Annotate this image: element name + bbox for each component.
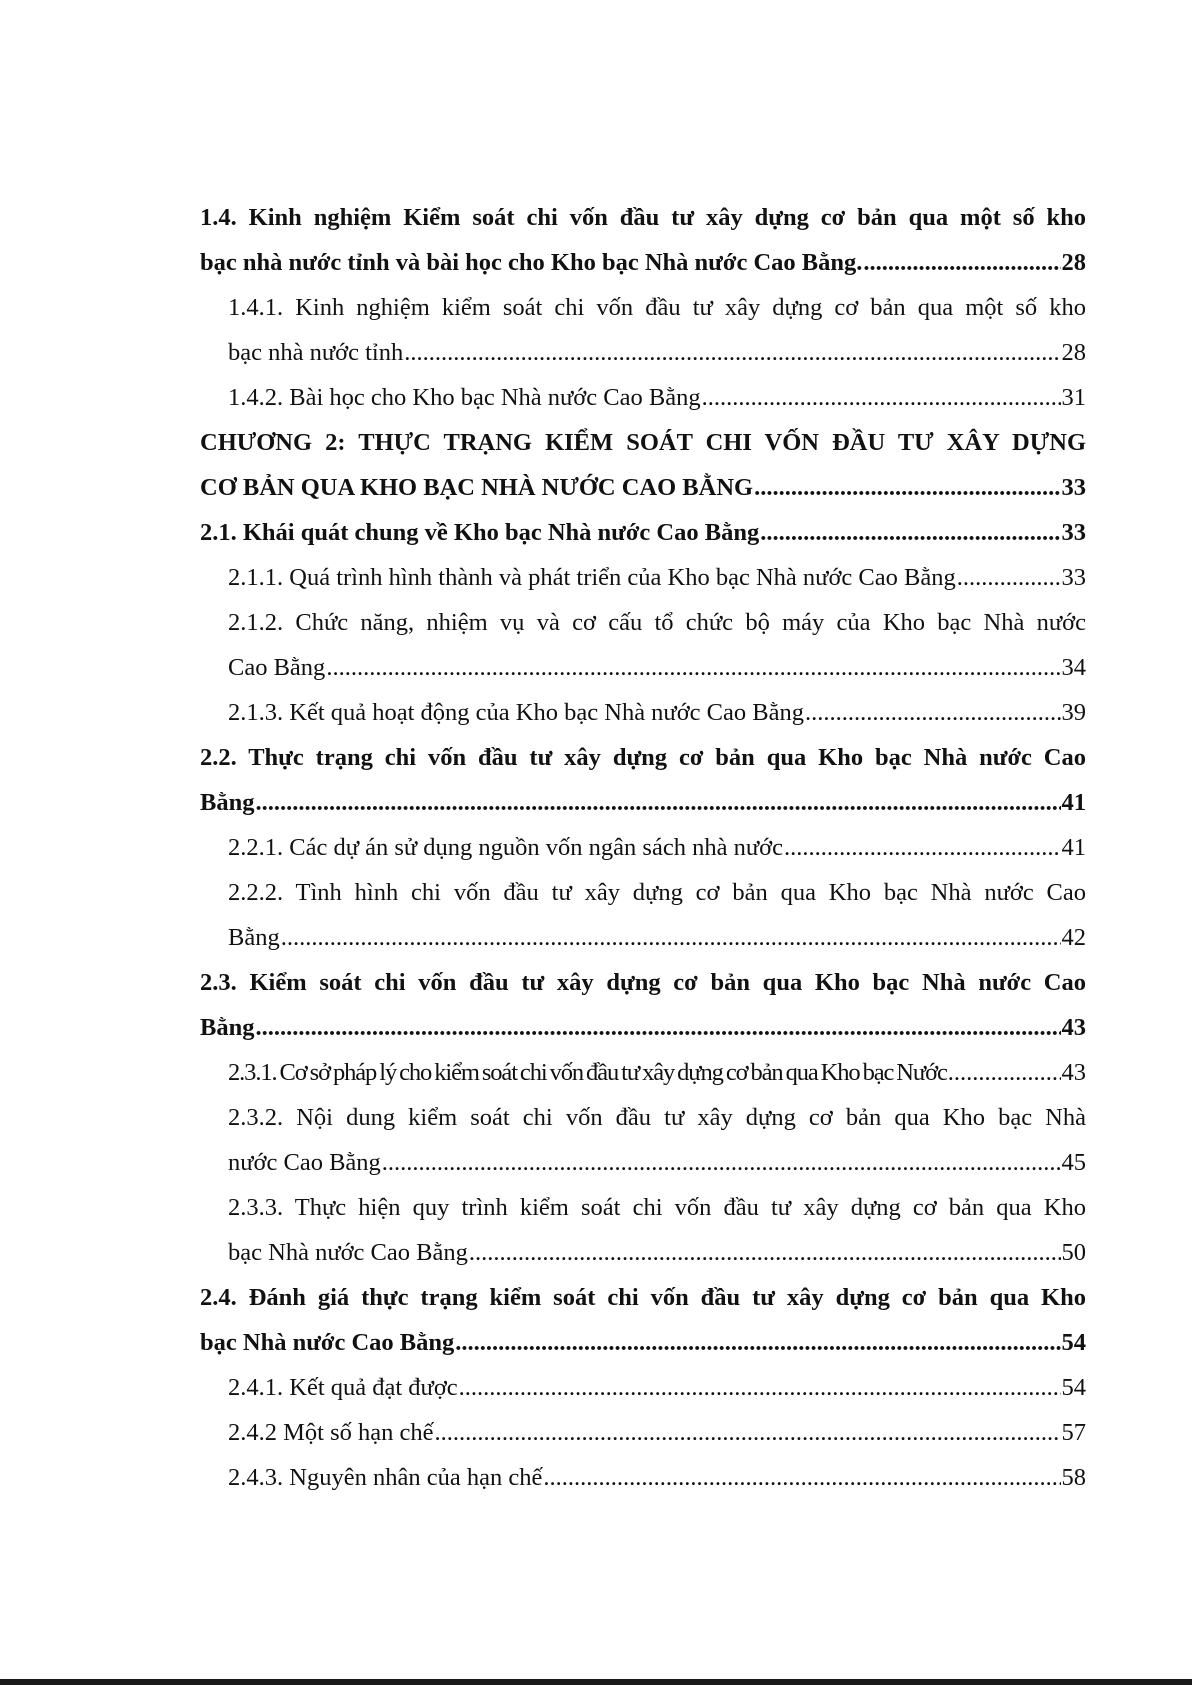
toc-entry-first-line: 2.3.3. Thực hiện quy trình kiểm soát chi vốn đầu tư xây dựng cơ bản qua Kho bbox=[228, 1194, 1086, 1221]
toc-entry-leader-line bbox=[228, 1365, 1086, 1410]
dot-leader bbox=[455, 1320, 1060, 1365]
dot-leader bbox=[863, 240, 1060, 285]
dot-leader bbox=[805, 690, 1061, 735]
toc-entry-sub[interactable] bbox=[200, 870, 1086, 960]
toc-page-number: 54 bbox=[1061, 1374, 1086, 1401]
toc-entry-sub[interactable] bbox=[200, 1095, 1086, 1185]
toc-entry-sub-condensed[interactable] bbox=[200, 1050, 1086, 1095]
toc-entry-section[interactable] bbox=[200, 1275, 1086, 1365]
toc-entry-leader-line bbox=[200, 240, 1086, 285]
dot-leader bbox=[784, 825, 1061, 870]
toc-entry-section[interactable] bbox=[200, 510, 1086, 555]
toc-entry-first-line: 2.3. Kiểm soát chi vốn đầu tư xây dựng cơ bản qua Kho bạc Nhà nước Cao bbox=[200, 969, 1086, 996]
toc-entry-leader-line bbox=[200, 1320, 1086, 1365]
toc-entry-leader-line bbox=[228, 1050, 1086, 1095]
toc-page-number: 41 bbox=[1061, 789, 1086, 816]
dot-leader bbox=[255, 780, 1060, 825]
toc-entry-title: 2.4.2 Một số hạn chế bbox=[228, 1419, 434, 1446]
toc-entry-leader-line bbox=[228, 1410, 1086, 1455]
toc-entry-first-line: 1.4.1. Kinh nghiệm kiểm soát chi vốn đầu tư xây dựng cơ bản qua một số kho bbox=[228, 294, 1086, 321]
toc-entry-first-line: 2.1.2. Chức năng, nhiệm vụ và cơ cấu tổ chức bộ máy của Kho bạc Nhà nước bbox=[228, 609, 1086, 636]
toc-entry-sub[interactable] bbox=[200, 690, 1086, 735]
dot-leader bbox=[255, 1005, 1060, 1050]
toc-entry-leader-line bbox=[228, 1230, 1086, 1275]
toc-entry-leader-line bbox=[228, 330, 1086, 375]
dot-leader bbox=[543, 1455, 1060, 1500]
dot-leader bbox=[957, 555, 1061, 600]
dot-leader bbox=[754, 465, 1060, 510]
toc-entry-section[interactable] bbox=[200, 960, 1086, 1050]
toc-entry-sub[interactable] bbox=[200, 825, 1086, 870]
toc-page-number: 28 bbox=[1061, 249, 1086, 276]
toc-page-number: 33 bbox=[1061, 474, 1086, 501]
table-of-contents bbox=[200, 195, 1086, 1500]
toc-page-number: 50 bbox=[1061, 1239, 1086, 1266]
toc-entry-first-line: 2.2.2. Tình hình chi vốn đầu tư xây dựng cơ bản qua Kho bạc Nhà nước Cao bbox=[228, 879, 1086, 906]
toc-entry-sub[interactable] bbox=[200, 1410, 1086, 1455]
toc-page-number: 58 bbox=[1061, 1464, 1086, 1491]
toc-entry-leader-line bbox=[228, 1140, 1086, 1185]
toc-entry-title: 2.1.3. Kết quả hoạt động của Kho bạc Nhà nước Cao Bằng bbox=[228, 699, 804, 726]
toc-entry-first-line: CHƯƠNG 2: THỰC TRẠNG KIỂM SOÁT CHI VỐN ĐẦU TƯ XÂY DỰNG bbox=[200, 429, 1086, 456]
toc-entry-title: 2.1.1. Quá trình hình thành và phát triển của Kho bạc Nhà nước Cao Bằng bbox=[228, 564, 956, 591]
toc-entry-leader-line bbox=[228, 690, 1086, 735]
toc-entry-leader-line bbox=[228, 825, 1086, 870]
toc-entry-title: CƠ BẢN QUA KHO BẠC NHÀ NƯỚC CAO BẰNG bbox=[200, 474, 754, 501]
toc-entry-title: Bằng bbox=[228, 924, 280, 951]
toc-entry-sub[interactable] bbox=[200, 375, 1086, 420]
dot-leader bbox=[702, 375, 1061, 420]
toc-entry-title: Bằng bbox=[200, 1014, 255, 1041]
toc-entry-section[interactable] bbox=[200, 735, 1086, 825]
toc-page-number: 57 bbox=[1061, 1419, 1086, 1446]
toc-page-number: 28 bbox=[1061, 339, 1086, 366]
toc-entry-leader-line bbox=[228, 915, 1086, 960]
toc-page-number: 42 bbox=[1061, 924, 1086, 951]
toc-entry-leader-line bbox=[228, 375, 1086, 420]
toc-page-number: 33 bbox=[1061, 564, 1086, 591]
toc-entry-first-line: 2.3.2. Nội dung kiểm soát chi vốn đầu tư xây dựng cơ bản qua Kho bạc Nhà bbox=[228, 1104, 1086, 1131]
toc-entry-sub[interactable] bbox=[200, 1365, 1086, 1410]
page-bottom-border bbox=[0, 1679, 1192, 1685]
toc-page-number: 39 bbox=[1061, 699, 1086, 726]
toc-entry-sub[interactable] bbox=[200, 1185, 1086, 1275]
toc-entry-title: bạc Nhà nước Cao Bằng bbox=[200, 1329, 455, 1356]
toc-entry-leader-line bbox=[200, 510, 1086, 555]
toc-entry-leader-line bbox=[228, 1455, 1086, 1500]
toc-page-number: 41 bbox=[1061, 834, 1086, 861]
toc-entry-title: 2.2.1. Các dự án sử dụng nguồn vốn ngân sách nhà nước bbox=[228, 834, 783, 861]
dot-leader bbox=[469, 1230, 1061, 1275]
dot-leader bbox=[760, 510, 1060, 555]
dot-leader bbox=[459, 1365, 1061, 1410]
toc-page-number: 54 bbox=[1061, 1329, 1086, 1356]
dot-leader bbox=[382, 1140, 1061, 1185]
toc-entry-chapter[interactable] bbox=[200, 420, 1086, 510]
toc-entry-title: bạc Nhà nước Cao Bằng bbox=[228, 1239, 468, 1266]
toc-entry-title: 2.1. Khái quát chung về Kho bạc Nhà nước Cao Bằng bbox=[200, 519, 760, 546]
dot-leader bbox=[281, 915, 1061, 960]
toc-entry-section[interactable] bbox=[200, 195, 1086, 285]
toc-entry-title: 2.4.3. Nguyên nhân của hạn chế bbox=[228, 1464, 543, 1491]
toc-entry-first-line: 2.4. Đánh giá thực trạng kiểm soát chi vốn đầu tư xây dựng cơ bản qua Kho bbox=[200, 1284, 1086, 1311]
toc-entry-leader-line bbox=[200, 465, 1086, 510]
dot-leader bbox=[435, 1410, 1061, 1455]
toc-page-number: 43 bbox=[1061, 1014, 1086, 1041]
toc-entry-title: 2.4.1. Kết quả đạt được bbox=[228, 1374, 458, 1401]
toc-entry-title: Bằng bbox=[200, 789, 255, 816]
toc-entry-sub[interactable] bbox=[200, 555, 1086, 600]
toc-entry-title: Cao Bằng bbox=[228, 654, 326, 681]
toc-entry-first-line: 1.4. Kinh nghiệm Kiểm soát chi vốn đầu tư xây dựng cơ bản qua một số kho bbox=[200, 204, 1086, 231]
toc-page-number: 31 bbox=[1061, 384, 1086, 411]
toc-entry-leader-line bbox=[200, 1005, 1086, 1050]
toc-entry-title: bạc nhà nước tỉnh bbox=[228, 339, 404, 366]
toc-entry-sub[interactable] bbox=[200, 600, 1086, 690]
toc-entry-title: nước Cao Bằng bbox=[228, 1149, 381, 1176]
dot-leader bbox=[326, 645, 1060, 690]
toc-entry-first-line: 2.2. Thực trạng chi vốn đầu tư xây dựng cơ bản qua Kho bạc Nhà nước Cao bbox=[200, 744, 1086, 771]
dot-leader bbox=[948, 1050, 1061, 1095]
toc-page-number: 45 bbox=[1061, 1149, 1086, 1176]
toc-entry-leader-line bbox=[228, 645, 1086, 690]
toc-page-number: 43 bbox=[1061, 1059, 1086, 1086]
toc-page-number: 34 bbox=[1061, 654, 1086, 681]
toc-entry-title: 1.4.2. Bài học cho Kho bạc Nhà nước Cao Bằng bbox=[228, 384, 701, 411]
toc-entry-leader-line bbox=[200, 780, 1086, 825]
toc-entry-sub[interactable] bbox=[200, 285, 1086, 375]
toc-entry-title: bạc nhà nước tỉnh và bài học cho Kho bạc Nhà nước Cao Bằng. bbox=[200, 249, 863, 276]
toc-entry-sub[interactable] bbox=[200, 1455, 1086, 1500]
toc-entry-title: 2.3.1. Cơ sở pháp lý cho kiểm soát chi vốn đầu tư xây dựng cơ bản qua Kho bạc Nước bbox=[228, 1059, 947, 1086]
toc-page-number: 33 bbox=[1061, 519, 1086, 546]
toc-entry-leader-line bbox=[228, 555, 1086, 600]
dot-leader bbox=[404, 330, 1060, 375]
